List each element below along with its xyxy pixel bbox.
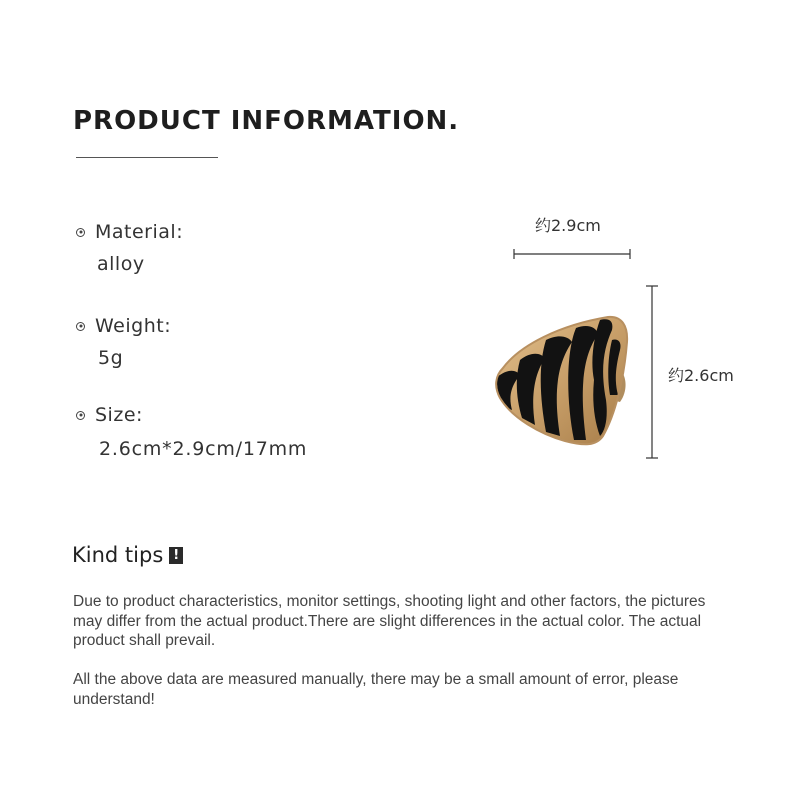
spec-material-label: Material: xyxy=(95,221,184,243)
spec-material-value: alloy xyxy=(97,253,145,275)
exclamation-icon: ! xyxy=(169,547,183,564)
tips-paragraph-2: All the above data are measured manually, there may be a small amount of error, please understand! xyxy=(73,671,679,708)
height-dimension-label: 约2.6cm xyxy=(668,366,734,385)
spec-size-label: Size: xyxy=(95,404,143,426)
page-title: PRODUCT INFORMATION. xyxy=(73,106,460,136)
height-dimension-line xyxy=(646,286,658,458)
spec-size-value: 2.6cm*2.9cm/17mm xyxy=(99,438,308,460)
zebra-earring-icon xyxy=(496,317,627,444)
width-dimension-line xyxy=(514,249,630,259)
width-dimension-label: 约2.9cm xyxy=(535,216,601,235)
kind-tips-heading xyxy=(72,543,183,567)
spec-weight-label: Weight: xyxy=(95,315,172,337)
spec-weight-value: 5g xyxy=(98,347,124,369)
kind-tips-title: Kind tips xyxy=(72,543,164,567)
tips-paragraph-1: Due to product characteristics, monitor settings, shooting light and other factors, the pictures may differ from the actual product.There are slight differences in the actual color. The actual product shall prevail. xyxy=(73,593,706,649)
